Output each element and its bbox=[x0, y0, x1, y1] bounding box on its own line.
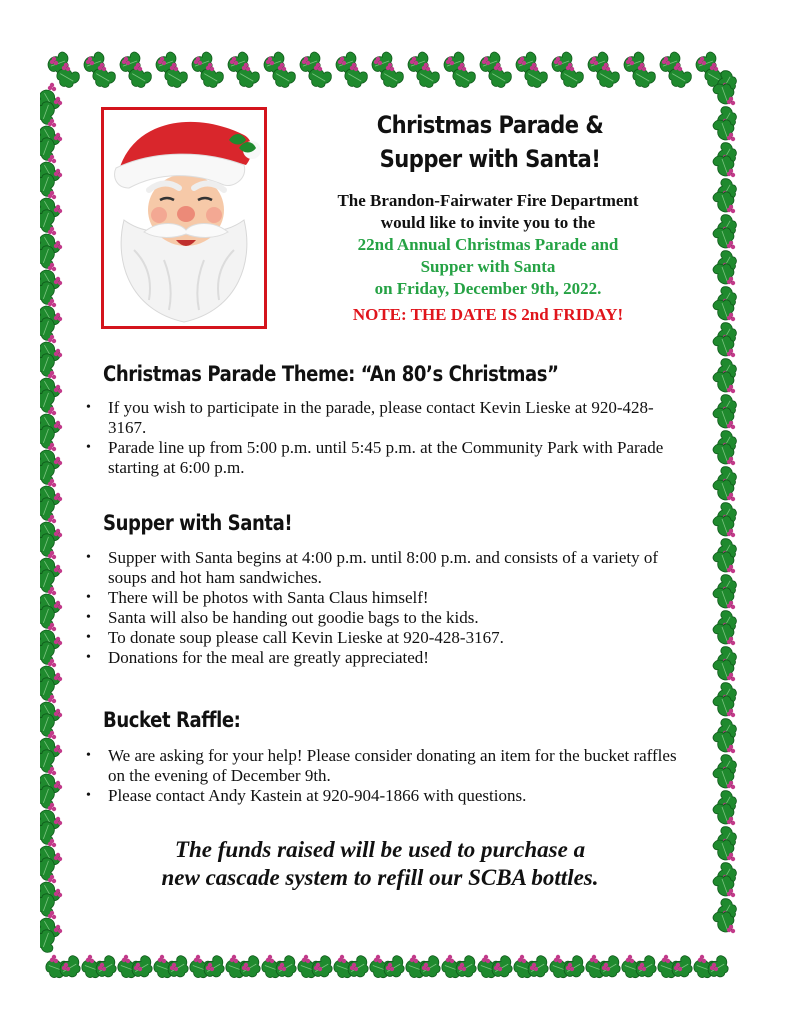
holly-berries-icon bbox=[48, 83, 56, 91]
santa-face-icon bbox=[104, 110, 264, 326]
funds-line-2: new cascade system to refill our SCBA bottles. bbox=[161, 865, 599, 890]
funds-statement bbox=[100, 836, 660, 892]
list-item: • To donate soup please call Kevin Lieske at 920-428-3167. bbox=[84, 628, 684, 648]
list-item: • There will be photos with Santa Claus himself! bbox=[84, 588, 684, 608]
title-line-2: Supper with Santa! bbox=[379, 145, 601, 173]
page-title bbox=[340, 108, 639, 176]
intro-line-1: The Brandon-Fairwater Fire Department bbox=[337, 191, 639, 210]
raffle-heading: Bucket Raffle: bbox=[103, 708, 241, 732]
list-item: • If you wish to participate in the parade, please contact Kevin Lieske at 920-428-3167. bbox=[84, 398, 684, 438]
funds-line-1: The funds raised will be used to purchase a bbox=[174, 837, 586, 862]
list-item: • Please contact Andy Kastein at 920-904-1866 with questions. bbox=[84, 786, 684, 806]
santa-image bbox=[101, 107, 267, 329]
list-item: • We are asking for your help! Please consider donating an item for the bucket raffles on the evening of December 9th. bbox=[84, 746, 684, 786]
supper-list bbox=[84, 548, 684, 668]
list-item: • Supper with Santa begins at 4:00 p.m. until 8:00 p.m. and consists of a variety of soups and hot ham sandwiches. bbox=[84, 548, 684, 588]
supper-heading: Supper with Santa! bbox=[103, 511, 293, 535]
intro-line-2: would like to invite you to the bbox=[380, 213, 596, 232]
parade-heading: Christmas Parade Theme: “An 80’s Christmas” bbox=[103, 362, 559, 386]
list-item: • Donations for the meal are greatly appreciated! bbox=[84, 648, 684, 668]
intro-line-3: 22nd Annual Christmas Parade and bbox=[357, 235, 619, 254]
list-item: • Santa will also be handing out goodie bags to the kids. bbox=[84, 608, 684, 628]
list-item: • Parade line up from 5:00 p.m. until 5:45 p.m. at the Community Park with Parade starting at 6:00 p.m. bbox=[84, 438, 684, 478]
title-line-1: Christmas Parade & bbox=[376, 111, 604, 139]
parade-list bbox=[84, 398, 684, 478]
raffle-list bbox=[84, 746, 684, 806]
intro-line-4: Supper with Santa bbox=[420, 257, 556, 276]
intro-text bbox=[285, 190, 691, 326]
date-note: NOTE: THE DATE IS 2nd FRIDAY! bbox=[352, 305, 624, 324]
intro-line-5: on Friday, December 9th, 2022. bbox=[374, 279, 602, 298]
